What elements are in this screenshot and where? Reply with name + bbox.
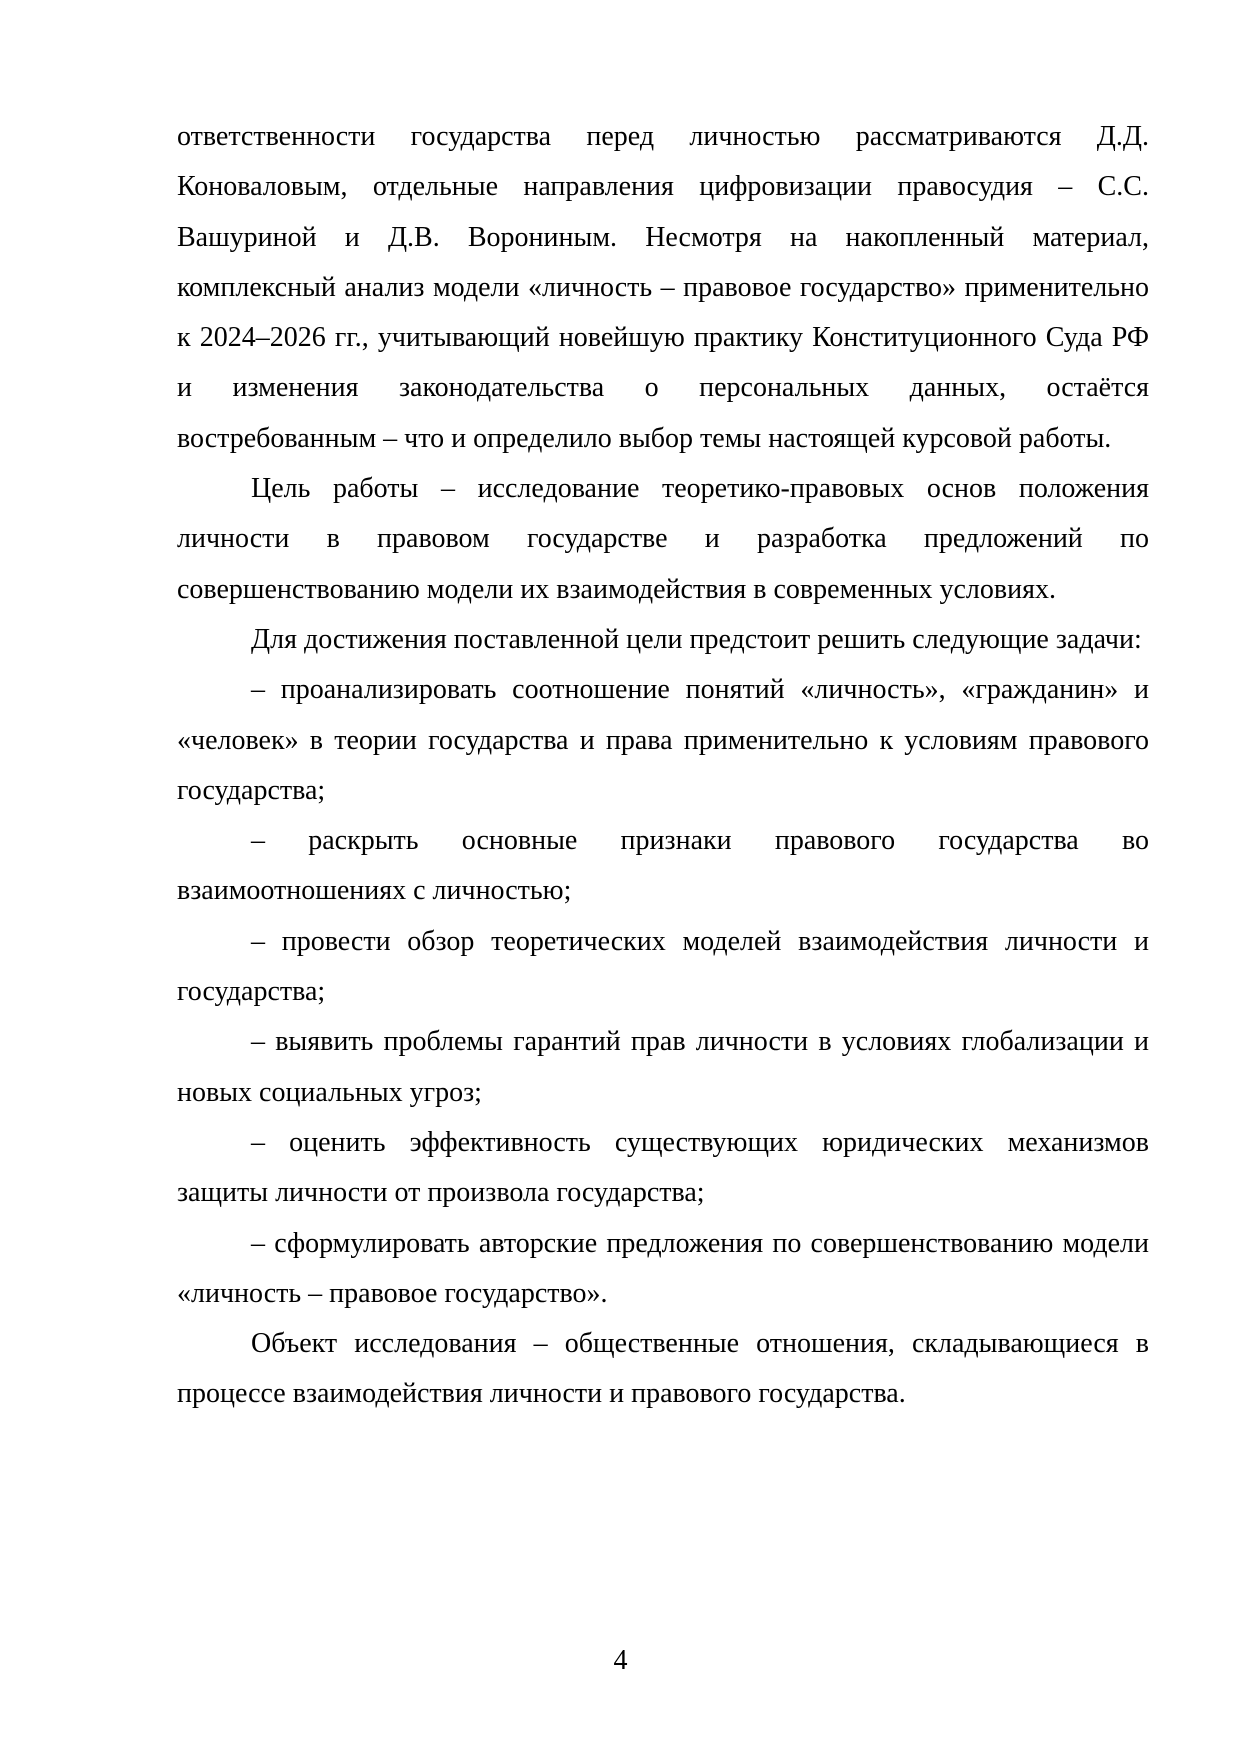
task-item-2: – раскрыть основные признаки правового государства во взаимоотношениях с личностью; [177, 825, 1149, 907]
task-item-5: – оценить эффективность существующих юридических механизмов защиты личности от произвола государства; [177, 1126, 1149, 1209]
paragraph-goal: Цель работы – исследование теоретико-правовых основ положения личности в правовом государстве и разработка предложений по совершенствованию модели их взаимодействия в современных условиях. [177, 473, 1149, 605]
paragraph-research-object: Объект исследования – общественные отношения, складывающиеся в процессе взаимодействия личности и правового государства. [177, 1328, 1149, 1410]
task-item-4: – выявить проблемы гарантий прав личности в условиях глобализации и новых социальных угроз; [177, 1026, 1149, 1108]
paragraph-continuation: ответственности государства перед личностью рассматриваются Д.Д. Коноваловым, отдельные направления цифровизации правосудия – С.С. Вашуриной и Д.В. Ворониным. Несмотря на накопленный материал, комплексный анализ модели «личность – правовое государство» применительно к 2024–2026 гг., учитывающий новейшую практику Конституционного Суда РФ и изменения законодательства о персональных данных, остаётся востребованным – что и определило выбор темы настоящей курсовой работы. [177, 121, 1149, 454]
document-body [177, 112, 1149, 1420]
task-item-6: – сформулировать авторские предложения по совершенствованию модели «личность – правовое государство». [177, 1227, 1149, 1309]
page-number: 4 [613, 1645, 628, 1676]
task-item-3: – провести обзор теоретических моделей взаимодействия личности и государства; [177, 925, 1149, 1008]
task-item-1: – проанализировать соотношение понятий «личность», «гражданин» и «человек» в теории государства и права применительно к условиям правового государства; [177, 674, 1149, 806]
paragraph-tasks-intro: Для достижения поставленной цели предстоит решить следующие задачи: [251, 623, 1142, 655]
